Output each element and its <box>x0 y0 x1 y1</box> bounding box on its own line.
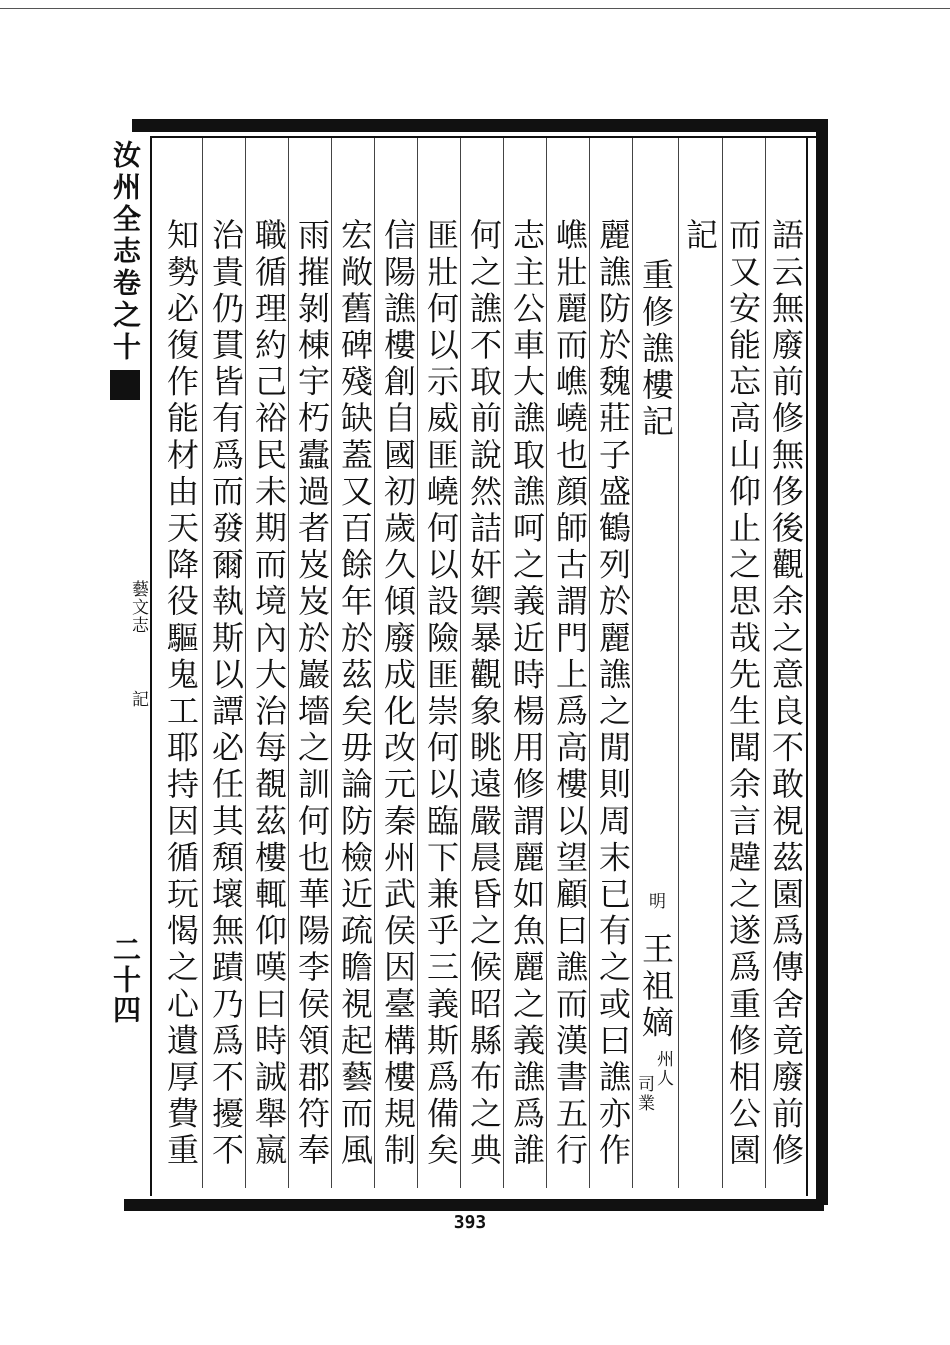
text-column: 麗譙防於魏莊子盛鶴列於麗譙之閒則周末已有之或曰譙亦作 <box>594 218 632 1170</box>
text-column: 語云無廢前修無侈後觀余之意良不敢視茲園爲傳舍竟廢前修 <box>767 218 805 1170</box>
author-note: 司業 <box>634 1075 654 1113</box>
column-rule <box>460 138 461 1188</box>
page-number: 393 <box>453 1212 487 1233</box>
frame-right-border <box>816 125 828 1205</box>
top-rule <box>0 8 950 9</box>
column-rule <box>417 138 418 1188</box>
column-rule <box>503 138 504 1188</box>
frame-bottom-border <box>124 1199 824 1211</box>
column-rule <box>765 138 766 1188</box>
column-rule <box>722 138 723 1188</box>
text-column: 何之譙不取前說然詰奸禦暴觀象眺遠嚴晨昏之候昭縣布之典 <box>465 218 503 1170</box>
author-dynasty: 明 <box>645 892 665 911</box>
folio-number: 二十四 <box>109 935 142 1025</box>
column-rule <box>245 138 246 1188</box>
column-rule <box>202 138 203 1188</box>
column-rule <box>546 138 547 1188</box>
text-column: 知勢必復作能材由天降役驅鬼工耶持因循玩愒之心遺厚費重 <box>162 218 200 1170</box>
column-rule <box>632 138 633 1188</box>
margin-subsection: 記 <box>128 690 148 708</box>
frame-top-border <box>132 119 828 132</box>
author-name: 王祖嫡 <box>637 932 675 1042</box>
essay-title: 重修譙樓記 <box>637 258 675 441</box>
margin-black-block <box>110 370 140 400</box>
frame-left-border <box>150 136 152 1196</box>
column-rule <box>288 138 289 1188</box>
frame-right-inner-border <box>806 136 808 1196</box>
text-column: 雨摧剝棟宇朽蠹過者岌岌於巖墻之訓何也華陽李侯領郡符奉 <box>293 218 331 1170</box>
section-label: 記 <box>681 218 719 255</box>
margin-book-title: 汝州全志卷之十 <box>109 140 142 364</box>
text-column: 匪壯何以示威匪嶢何以設險匪崇何以臨下兼乎三義斯爲備矣 <box>422 218 460 1170</box>
text-column: 職循理約己裕民未期而境內大治每覩茲樓輒仰嘆曰時誠舉嬴 <box>250 218 288 1170</box>
column-rule <box>374 138 375 1188</box>
author-note: 州人 <box>653 1050 673 1088</box>
column-rule <box>589 138 590 1188</box>
text-column: 治貴仍貫皆有爲而發爾執斯以譚必任其頽壞無蹟乃爲不擾不 <box>207 218 245 1170</box>
text-column: 志主公車大譙取譙呵之義近時楊用修謂麗如魚麗之義譙爲誰 <box>508 218 546 1170</box>
margin-section: 藝文志 <box>128 580 148 634</box>
column-rule <box>678 138 679 1188</box>
text-column: 信陽譙樓創自國初歲久傾廢成化改元秦州武侯因臺構樓規制 <box>379 218 417 1170</box>
text-column: 宏敞舊碑殘缺蓋又百餘年於茲矣毋論防檢近疏瞻視起藝而風 <box>336 218 374 1170</box>
column-rule <box>331 138 332 1188</box>
text-column: 嶕壯麗而嶕嶢也顔師古謂門上爲高樓以望顧曰譙而漢書五行 <box>551 218 589 1170</box>
text-column: 而又安能忘高山仰止之思哉先生聞余言韙之遂爲重修相公園 <box>724 218 762 1170</box>
